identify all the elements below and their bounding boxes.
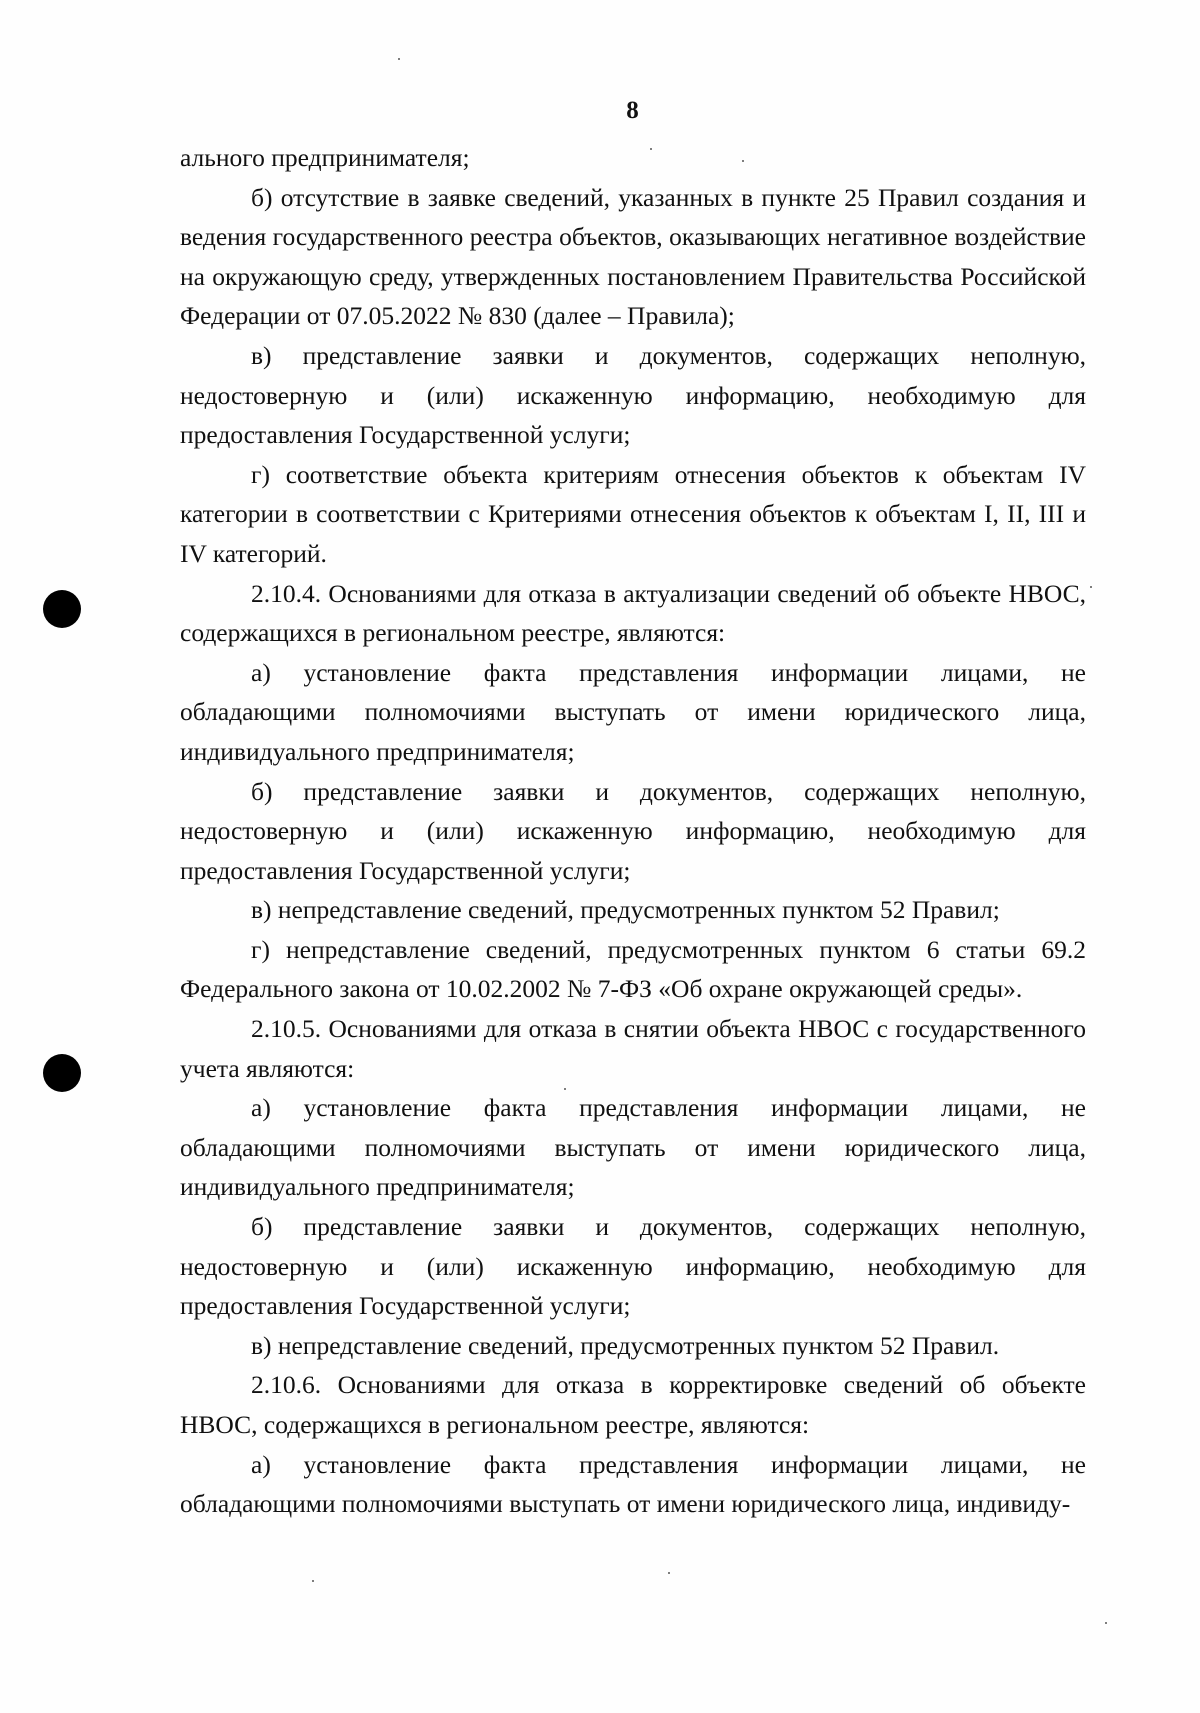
paragraph-2-10-4-v: в) непредставление сведений, предусмотренных пунктом 52 Правил;: [251, 895, 1000, 925]
body-text: [180, 138, 1086, 1524]
paragraph-item-b-missing-data: б) отсутствие в заявке сведений, указанных в пункте 25 Правил создания и ведения государственного реестра объектов, оказывающих негативное воздействие на окружающую среду, утвержденных постановлением Правительства Российской Федерации от 07.05.2022 № 830 (далее – Правила);: [180, 182, 1086, 331]
paragraph-2-10-5-b: б) представление заявки и документов, содержащих неполную, недостоверную и (или) искаженную информацию, необходимую для предоставления Государственной услуги;: [180, 1212, 1086, 1321]
paragraph-continuation: ального предпринимателя;: [180, 143, 470, 172]
paragraph-2-10-4: 2.10.4. Основаниями для отказа в актуализации сведений об объекте НВОС, содержащихся в региональном реестре, являются:: [180, 578, 1086, 648]
page-number: 8: [626, 97, 639, 124]
paragraph-2-10-4-b: б) представление заявки и документов, содержащих неполную, недостоверную и (или) искаженную информацию, необходимую для предоставления Государственной услуги;: [180, 776, 1086, 885]
paragraph-2-10-5-v: в) непредставление сведений, предусмотренных пунктом 52 Правил.: [251, 1330, 1000, 1360]
scan-speck: [312, 1580, 314, 1582]
paragraph-item-v-incomplete-docs: в) представление заявки и документов, содержащих неполную, недостоверную и (или) искаженную информацию, необходимую для предоставления Государственной услуги;: [180, 340, 1086, 450]
paragraph-item-g-category-iv: г) соответствие объекта критериям отнесения объектов к объектам IV категории в соответствии с Критериями отнесения объектов к объектам I, II, III и IV категорий.: [180, 459, 1086, 568]
paragraph-2-10-5: 2.10.5. Основаниями для отказа в снятии объекта НВОС с государственного учета являются:: [180, 1014, 1086, 1083]
punch-hole-top: [43, 590, 81, 628]
scan-speck: [1090, 586, 1092, 588]
paragraph-2-10-4-g: г) непредставление сведений, предусмотренных пунктом 6 статьи 69.2 Федерального закона от 10.02.2002 № 7-ФЗ «Об охране окружающей среды».: [180, 934, 1086, 1004]
paragraph-2-10-6-a: а) установление факта представления информации лицами, не обладающими полномочиями выступать от имени юридического лица, индивиду-: [180, 1449, 1086, 1519]
scan-speck: [668, 1572, 670, 1574]
scan-speck: [398, 58, 400, 60]
punch-hole-bottom: [43, 1054, 81, 1092]
paragraph-2-10-5-a: а) установление факта представления информации лицами, не обладающими полномочиями выступать от имени юридического лица, индивидуального предпринимателя;: [180, 1093, 1086, 1202]
paragraph-2-10-4-a: а) установление факта представления информации лицами, не обладающими полномочиями выступать от имени юридического лица, индивидуального предпринимателя;: [180, 657, 1086, 766]
scan-speck: [1105, 1622, 1107, 1624]
paragraph-2-10-6: 2.10.6. Основаниями для отказа в корректировке сведений об объекте НВОС, содержащихся в региональном реестре, являются:: [180, 1370, 1086, 1439]
